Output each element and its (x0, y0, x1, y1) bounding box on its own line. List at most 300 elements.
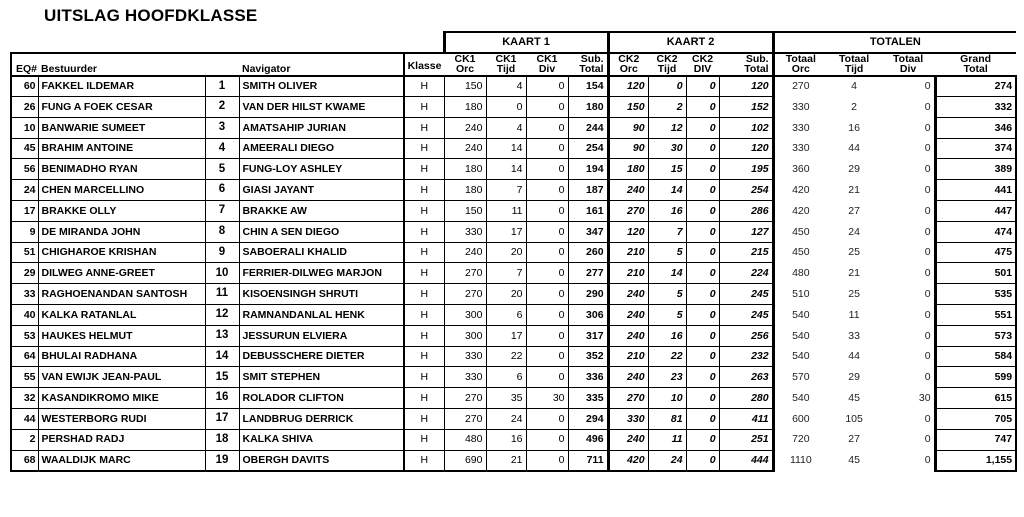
cell-position: 14 (205, 346, 239, 367)
cell-bestuurder: VAN EWIJK JEAN-PAUL (38, 367, 205, 388)
cell-sub2: 102 (719, 117, 773, 138)
cell-ck1-orc: 480 (444, 429, 486, 450)
group-header-row (11, 32, 1016, 53)
cell-klasse: H (404, 242, 444, 263)
cell-eq: 33 (11, 284, 38, 305)
cell-sub2: 245 (719, 284, 773, 305)
cell-ck2-orc: 420 (608, 450, 648, 471)
cell-ck1-orc: 270 (444, 409, 486, 430)
cell-ck1-div: 0 (526, 242, 568, 263)
cell-navigator: DEBUSSCHERE DIETER (239, 346, 404, 367)
cell-sub2: 127 (719, 221, 773, 242)
cell-sub1: 194 (568, 159, 608, 180)
table-row (11, 388, 1016, 409)
cell-klasse: H (404, 263, 444, 284)
cell-klasse: H (404, 305, 444, 326)
cell-eq: 24 (11, 180, 38, 201)
cell-tot-tijd: 11 (848, 308, 860, 321)
cell-eq: 56 (11, 159, 38, 180)
group-totalen: TOTALEN (773, 32, 1016, 53)
cell-eq: 40 (11, 305, 38, 326)
cell-ck2-div: 0 (686, 221, 719, 242)
cell-ck1-orc: 240 (444, 242, 486, 263)
cell-tot-div: 0 (924, 350, 931, 363)
cell-ck1-tijd: 11 (486, 201, 526, 222)
cell-tot-tijd: 24 (848, 225, 860, 238)
cell-ck2-div: 0 (686, 201, 719, 222)
cell-sub2: 256 (719, 325, 773, 346)
cell-grand-total: 573 (935, 325, 1016, 346)
cell-ck1-tijd: 35 (486, 388, 526, 409)
table-row (11, 450, 1016, 471)
cell-grand-total: 1,155 (935, 450, 1016, 471)
cell-ck2-tijd: 14 (648, 263, 686, 284)
header-ck2-div: CK2 DIV (686, 53, 719, 76)
cell-bestuurder: CHEN MARCELLINO (38, 180, 205, 201)
cell-ck2-orc: 240 (608, 284, 648, 305)
cell-bestuurder: DE MIRANDA JOHN (38, 221, 205, 242)
cell-tot-div: 0 (924, 287, 931, 300)
cell-ck1-div: 0 (526, 97, 568, 118)
cell-sub2: 224 (719, 263, 773, 284)
cell-grand-total: 615 (935, 388, 1016, 409)
cell-tot-tijd: 25 (848, 246, 860, 259)
cell-klasse: H (404, 159, 444, 180)
column-header-row (11, 53, 1016, 76)
cell-navigator: RAMNANDANLAL HENK (239, 305, 404, 326)
cell-ck2-div: 0 (686, 138, 719, 159)
cell-tot-orc: 540 (773, 346, 827, 367)
cell-position: 17 (205, 409, 239, 430)
cell-sub1: 336 (568, 367, 608, 388)
cell-ck2-tijd: 14 (648, 180, 686, 201)
cell-ck1-tijd: 4 (486, 117, 526, 138)
cell-ck2-tijd: 30 (648, 138, 686, 159)
cell-ck1-div: 0 (526, 367, 568, 388)
cell-ck2-orc: 240 (608, 429, 648, 450)
cell-position: 18 (205, 429, 239, 450)
cell-ck2-orc: 270 (608, 201, 648, 222)
cell-position: 7 (205, 201, 239, 222)
cell-sub2: 444 (719, 450, 773, 471)
cell-position: 6 (205, 180, 239, 201)
cell-position: 15 (205, 367, 239, 388)
cell-navigator: BRAKKE AW (239, 201, 404, 222)
cell-tot-orc: 480 (773, 263, 827, 284)
cell-bestuurder: CHIGHAROE KRISHAN (38, 242, 205, 263)
cell-tot-orc: 330 (773, 138, 827, 159)
cell-klasse: H (404, 346, 444, 367)
cell-navigator: KISOENSINGH SHRUTI (239, 284, 404, 305)
cell-tot-div: 0 (924, 267, 931, 280)
cell-ck1-div: 0 (526, 159, 568, 180)
cell-navigator: SABOERALI KHALID (239, 242, 404, 263)
cell-ck1-orc: 300 (444, 305, 486, 326)
cell-ck2-orc: 240 (608, 325, 648, 346)
table-row (11, 221, 1016, 242)
cell-ck2-div: 0 (686, 97, 719, 118)
cell-ck2-tijd: 7 (648, 221, 686, 242)
cell-ck2-orc: 240 (608, 305, 648, 326)
cell-grand-total: 389 (935, 159, 1016, 180)
cell-tot-orc: 330 (773, 117, 827, 138)
cell-ck2-tijd: 5 (648, 284, 686, 305)
cell-tot-div: 0 (924, 454, 931, 467)
cell-ck2-orc: 210 (608, 263, 648, 284)
cell-ck2-orc: 240 (608, 180, 648, 201)
cell-klasse: H (404, 367, 444, 388)
cell-sub2: 286 (719, 201, 773, 222)
cell-ck1-orc: 330 (444, 221, 486, 242)
cell-ck2-tijd: 10 (648, 388, 686, 409)
results-table (10, 31, 1017, 472)
cell-bestuurder: FAKKEL ILDEMAR (38, 76, 205, 97)
header-ck1-tijd: CK1 Tijd (486, 53, 526, 76)
cell-ck1-tijd: 14 (486, 138, 526, 159)
cell-sub1: 317 (568, 325, 608, 346)
cell-tot-div: 0 (924, 412, 931, 425)
cell-tot-div: 0 (924, 371, 931, 384)
cell-klasse: H (404, 221, 444, 242)
cell-tot-orc: 600 (773, 409, 827, 430)
cell-tot-orc: 540 (773, 325, 827, 346)
cell-sub1: 161 (568, 201, 608, 222)
cell-ck1-div: 0 (526, 76, 568, 97)
cell-ck2-div: 0 (686, 263, 719, 284)
cell-ck1-tijd: 4 (486, 76, 526, 97)
cell-ck2-div: 0 (686, 409, 719, 430)
cell-tot-tijd: 44 (848, 142, 860, 155)
table-row (11, 242, 1016, 263)
cell-grand-total: 274 (935, 76, 1016, 97)
cell-ck1-orc: 240 (444, 117, 486, 138)
cell-ck2-orc: 240 (608, 367, 648, 388)
cell-ck1-div: 0 (526, 263, 568, 284)
cell-tot-div: 0 (924, 183, 931, 196)
cell-ck1-orc: 180 (444, 159, 486, 180)
cell-eq: 32 (11, 388, 38, 409)
cell-ck1-orc: 270 (444, 284, 486, 305)
page-title: UITSLAG HOOFDKLASSE (44, 6, 258, 25)
cell-ck2-tijd: 16 (648, 201, 686, 222)
cell-tot-div: 0 (924, 100, 931, 113)
cell-sub2: 120 (719, 76, 773, 97)
cell-eq: 68 (11, 450, 38, 471)
cell-position: 2 (205, 97, 239, 118)
cell-ck2-div: 0 (686, 325, 719, 346)
cell-ck1-tijd: 7 (486, 263, 526, 284)
cell-tot-orc: 540 (773, 305, 827, 326)
cell-ck1-div: 0 (526, 138, 568, 159)
cell-grand-total: 705 (935, 409, 1016, 430)
cell-tot-div: 0 (924, 121, 931, 134)
table-row (11, 325, 1016, 346)
cell-ck1-tijd: 17 (486, 221, 526, 242)
cell-sub1: 254 (568, 138, 608, 159)
cell-tot-tijd: 27 (848, 204, 860, 217)
cell-tot-div: 30 (918, 391, 931, 404)
cell-ck2-orc: 210 (608, 346, 648, 367)
cell-sub1: 290 (568, 284, 608, 305)
group-kaart1: KAART 1 (444, 32, 608, 53)
cell-position: 13 (205, 325, 239, 346)
table-row (11, 346, 1016, 367)
cell-sub2: 215 (719, 242, 773, 263)
cell-grand-total: 474 (935, 221, 1016, 242)
header-ck1-div: CK1 Div (526, 53, 568, 76)
cell-bestuurder: DILWEG ANNE-GREET (38, 263, 205, 284)
cell-navigator: GIASI JAYANT (239, 180, 404, 201)
cell-ck1-tijd: 14 (486, 159, 526, 180)
cell-ck1-tijd: 16 (486, 429, 526, 450)
cell-ck1-orc: 240 (444, 138, 486, 159)
cell-ck1-orc: 150 (444, 201, 486, 222)
cell-eq: 64 (11, 346, 38, 367)
table-row (11, 429, 1016, 450)
cell-position: 3 (205, 117, 239, 138)
cell-navigator: SMITH OLIVER (239, 76, 404, 97)
cell-grand-total: 747 (935, 429, 1016, 450)
cell-grand-total: 501 (935, 263, 1016, 284)
cell-tot-div: 0 (924, 308, 931, 321)
cell-grand-total: 441 (935, 180, 1016, 201)
cell-tot-tijd: 29 (848, 371, 860, 384)
cell-ck2-orc: 90 (608, 138, 648, 159)
cell-sub2: 245 (719, 305, 773, 326)
header-sub2: Sub. Total (719, 53, 773, 76)
cell-ck1-div: 0 (526, 284, 568, 305)
cell-navigator: OBERGH DAVITS (239, 450, 404, 471)
cell-sub1: 711 (568, 450, 608, 471)
header-eq: EQ# (11, 53, 38, 76)
cell-ck1-div: 30 (526, 388, 568, 409)
cell-klasse: H (404, 325, 444, 346)
cell-bestuurder: KALKA RATANLAL (38, 305, 205, 326)
cell-klasse: H (404, 138, 444, 159)
cell-ck2-div: 0 (686, 367, 719, 388)
cell-ck2-tijd: 15 (648, 159, 686, 180)
cell-tot-tijd: 4 (851, 80, 858, 93)
cell-grand-total: 535 (935, 284, 1016, 305)
cell-ck1-tijd: 20 (486, 284, 526, 305)
cell-eq: 26 (11, 97, 38, 118)
table-row (11, 159, 1016, 180)
cell-ck2-tijd: 11 (648, 429, 686, 450)
cell-position: 19 (205, 450, 239, 471)
cell-ck2-div: 0 (686, 180, 719, 201)
table-row (11, 97, 1016, 118)
cell-grand-total: 374 (935, 138, 1016, 159)
cell-grand-total: 447 (935, 201, 1016, 222)
header-tot-tijd: Totaal Tijd (827, 53, 881, 76)
header-tot-orc: Totaal Orc (773, 53, 827, 76)
table-row (11, 367, 1016, 388)
cell-ck1-div: 0 (526, 180, 568, 201)
cell-sub1: 496 (568, 429, 608, 450)
cell-ck2-tijd: 5 (648, 242, 686, 263)
cell-ck2-orc: 90 (608, 117, 648, 138)
cell-ck2-div: 0 (686, 305, 719, 326)
cell-ck2-div: 0 (686, 159, 719, 180)
cell-sub2: 152 (719, 97, 773, 118)
cell-ck2-orc: 330 (608, 409, 648, 430)
cell-klasse: H (404, 97, 444, 118)
header-navigator: Navigator (239, 53, 404, 76)
table-row (11, 305, 1016, 326)
cell-ck2-tijd: 2 (648, 97, 686, 118)
cell-ck1-div: 0 (526, 409, 568, 430)
cell-ck1-div: 0 (526, 201, 568, 222)
cell-klasse: H (404, 388, 444, 409)
cell-bestuurder: FUNG A FOEK CESAR (38, 97, 205, 118)
cell-bestuurder: BRAHIM ANTOINE (38, 138, 205, 159)
cell-ck2-orc: 210 (608, 242, 648, 263)
cell-sub2: 411 (719, 409, 773, 430)
cell-tot-orc: 420 (773, 180, 827, 201)
cell-bestuurder: PERSHAD RADJ (38, 429, 205, 450)
cell-tot-tijd: 105 (845, 412, 863, 425)
cell-eq: 51 (11, 242, 38, 263)
cell-tot-div: 0 (924, 163, 931, 176)
header-bestuurder: Bestuurder (38, 53, 205, 76)
cell-tot-div: 0 (924, 142, 931, 155)
cell-ck2-orc: 120 (608, 76, 648, 97)
cell-navigator: JESSURUN ELVIERA (239, 325, 404, 346)
cell-klasse: H (404, 117, 444, 138)
cell-ck2-div: 0 (686, 76, 719, 97)
cell-tot-tijd: 45 (848, 391, 860, 404)
cell-eq: 10 (11, 117, 38, 138)
cell-tot-tijd: 25 (848, 287, 860, 300)
cell-ck1-tijd: 0 (486, 97, 526, 118)
cell-ck2-tijd: 0 (648, 76, 686, 97)
cell-ck1-orc: 270 (444, 263, 486, 284)
cell-ck2-div: 0 (686, 117, 719, 138)
cell-tot-orc: 450 (773, 242, 827, 263)
cell-eq: 44 (11, 409, 38, 430)
cell-bestuurder: HAUKES HELMUT (38, 325, 205, 346)
cell-navigator: SMIT STEPHEN (239, 367, 404, 388)
cell-sub1: 335 (568, 388, 608, 409)
cell-eq: 60 (11, 76, 38, 97)
cell-sub1: 352 (568, 346, 608, 367)
cell-tot-orc: 510 (773, 284, 827, 305)
cell-ck1-tijd: 22 (486, 346, 526, 367)
cell-bestuurder: WESTERBORG RUDI (38, 409, 205, 430)
cell-tot-orc: 420 (773, 201, 827, 222)
cell-position: 16 (205, 388, 239, 409)
cell-position: 11 (205, 284, 239, 305)
cell-ck1-orc: 270 (444, 388, 486, 409)
cell-ck1-div: 0 (526, 450, 568, 471)
cell-klasse: H (404, 409, 444, 430)
cell-klasse: H (404, 180, 444, 201)
table-row (11, 201, 1016, 222)
cell-sub2: 251 (719, 429, 773, 450)
cell-ck1-orc: 150 (444, 76, 486, 97)
cell-tot-tijd: 27 (848, 433, 860, 446)
cell-tot-div: 0 (924, 246, 931, 259)
cell-eq: 9 (11, 221, 38, 242)
cell-navigator: VAN DER HILST KWAME (239, 97, 404, 118)
cell-navigator: AMEERALI DIEGO (239, 138, 404, 159)
cell-tot-tijd: 2 (851, 100, 858, 113)
header-grand: Grand Total (935, 53, 1016, 76)
cell-sub2: 120 (719, 138, 773, 159)
cell-eq: 29 (11, 263, 38, 284)
cell-bestuurder: BRAKKE OLLY (38, 201, 205, 222)
cell-tot-tijd: 29 (848, 163, 860, 176)
cell-position: 8 (205, 221, 239, 242)
cell-klasse: H (404, 76, 444, 97)
cell-grand-total: 599 (935, 367, 1016, 388)
cell-sub1: 154 (568, 76, 608, 97)
cell-ck1-orc: 690 (444, 450, 486, 471)
cell-ck2-tijd: 22 (648, 346, 686, 367)
cell-ck1-orc: 330 (444, 346, 486, 367)
cell-ck1-div: 0 (526, 305, 568, 326)
cell-tot-div: 0 (924, 329, 931, 342)
cell-position: 5 (205, 159, 239, 180)
cell-sub2: 232 (719, 346, 773, 367)
table-row (11, 263, 1016, 284)
cell-tot-orc: 330 (773, 97, 827, 118)
cell-navigator: ROLADOR CLIFTON (239, 388, 404, 409)
cell-ck2-tijd: 12 (648, 117, 686, 138)
cell-ck2-tijd: 16 (648, 325, 686, 346)
cell-tot-div: 0 (924, 204, 931, 217)
cell-position: 12 (205, 305, 239, 326)
cell-ck1-orc: 300 (444, 325, 486, 346)
cell-tot-tijd: 16 (848, 121, 860, 134)
header-ck2-orc: CK2 Orc (608, 53, 648, 76)
cell-ck1-tijd: 21 (486, 450, 526, 471)
cell-ck2-orc: 180 (608, 159, 648, 180)
table-row (11, 76, 1016, 97)
cell-navigator: LANDBRUG DERRICK (239, 409, 404, 430)
header-tot-div: Totaal Div (881, 53, 935, 76)
cell-tot-tijd: 21 (848, 267, 860, 280)
cell-eq: 2 (11, 429, 38, 450)
cell-sub2: 195 (719, 159, 773, 180)
cell-navigator: AMATSAHIP JURIAN (239, 117, 404, 138)
cell-sub1: 187 (568, 180, 608, 201)
cell-tot-div: 0 (924, 433, 931, 446)
cell-ck2-orc: 120 (608, 221, 648, 242)
cell-ck2-tijd: 81 (648, 409, 686, 430)
header-sub1: Sub. Total (568, 53, 608, 76)
cell-ck2-tijd: 23 (648, 367, 686, 388)
cell-grand-total: 346 (935, 117, 1016, 138)
cell-sub2: 263 (719, 367, 773, 388)
cell-tot-orc: 540 (773, 388, 827, 409)
cell-tot-tijd: 44 (848, 350, 860, 363)
cell-sub1: 244 (568, 117, 608, 138)
table-row (11, 138, 1016, 159)
cell-tot-orc: 570 (773, 367, 827, 388)
header-klasse: Klasse (404, 53, 444, 76)
cell-grand-total: 584 (935, 346, 1016, 367)
cell-sub1: 294 (568, 409, 608, 430)
cell-ck1-div: 0 (526, 117, 568, 138)
cell-eq: 55 (11, 367, 38, 388)
cell-position: 10 (205, 263, 239, 284)
cell-ck1-orc: 330 (444, 367, 486, 388)
cell-ck2-div: 0 (686, 429, 719, 450)
cell-grand-total: 332 (935, 97, 1016, 118)
cell-bestuurder: KASANDIKROMO MIKE (38, 388, 205, 409)
table-row (11, 117, 1016, 138)
